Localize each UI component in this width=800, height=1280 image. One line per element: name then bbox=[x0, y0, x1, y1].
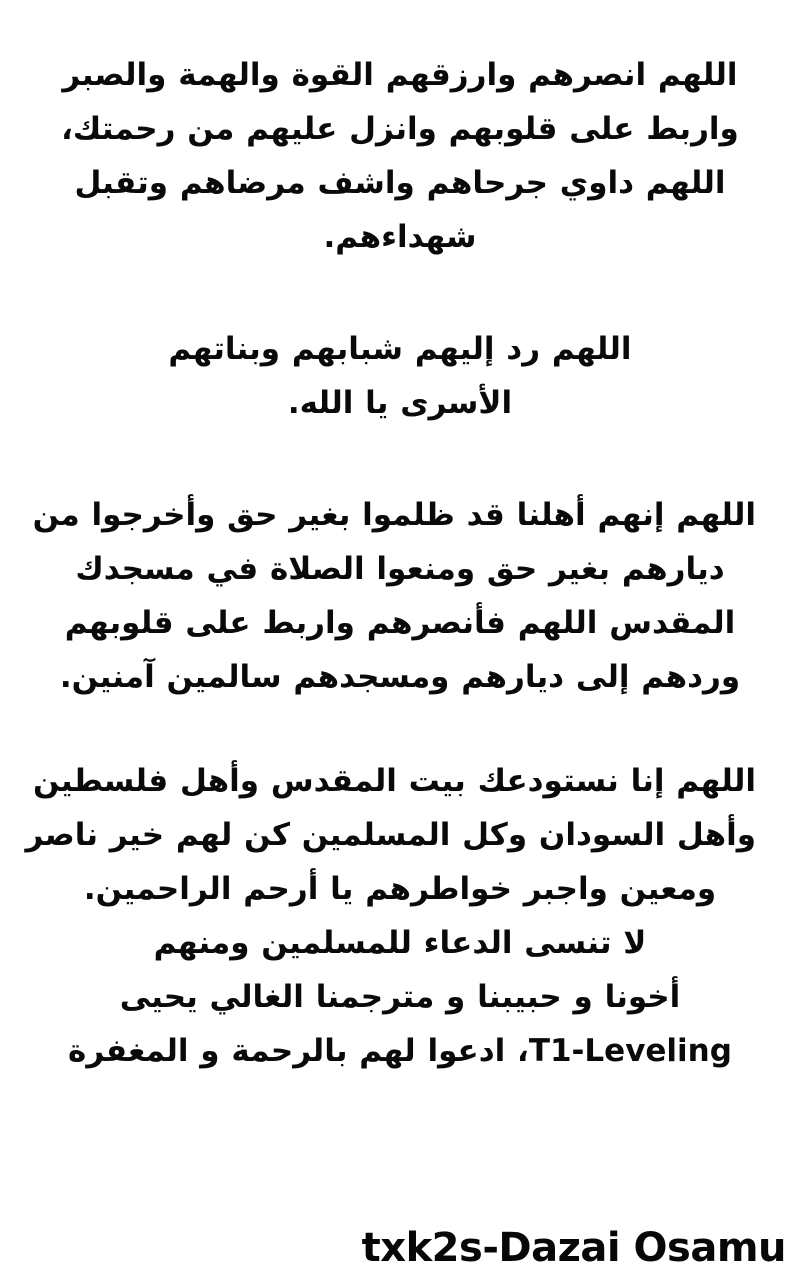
dua-line: اللهم إنهم أهلنا قد ظلموا بغير حق وأخرجوا من bbox=[32, 497, 756, 533]
dua-line: اللهم انصرهم وارزقهم القوة والهمة والصبر bbox=[62, 57, 738, 93]
dua-line: اللهم إنا نستودعك بيت المقدس وأهل فلسطين bbox=[32, 763, 756, 799]
dua-line: وأهل السودان وكل المسلمين كن لهم خير ناصر bbox=[25, 817, 756, 853]
closing-line-suffix: ، ادعوا لهم بالرحمة و المغفرة bbox=[68, 1033, 529, 1069]
dua-paragraph-1 bbox=[44, 48, 756, 264]
dua-line: اللهم رد إليهم شبابهم وبناتهم bbox=[168, 331, 632, 367]
paragraph-gap bbox=[44, 264, 756, 322]
closing-line bbox=[44, 1024, 756, 1078]
closing-line-text bbox=[44, 1024, 756, 1078]
dua-paragraph-2 bbox=[44, 322, 756, 430]
dua-text-block bbox=[0, 48, 800, 1078]
dua-line: المقدس اللهم فأنصرهم واربط على قلوبهم bbox=[64, 605, 736, 641]
dua-paragraph-5 bbox=[44, 916, 756, 1024]
dua-paragraph-3 bbox=[32, 488, 756, 704]
paragraph-gap bbox=[44, 704, 756, 754]
paragraph-gap bbox=[44, 430, 756, 488]
dua-line: الأسرى يا الله. bbox=[287, 385, 513, 421]
dua-line: لا تنسى الدعاء للمسلمين ومنهم bbox=[153, 925, 647, 961]
dua-line: ديارهم بغير حق ومنعوا الصلاة في مسجدك bbox=[75, 551, 725, 587]
dua-line: شهداءهم. bbox=[323, 219, 477, 255]
dua-line: وردهم إلى ديارهم ومسجدهم سالمين آمنين. bbox=[59, 659, 741, 695]
translator-handle: T1-Leveling bbox=[528, 1033, 732, 1069]
signature-area bbox=[0, 1224, 800, 1272]
dua-line: اللهم داوي جرحاهم واشف مرضاهم وتقبل bbox=[74, 165, 726, 201]
dua-paragraph-4 bbox=[25, 754, 756, 916]
dua-line: واربط على قلوبهم وانزل عليهم من رحمتك، bbox=[61, 111, 739, 147]
signature-credit: txk2s-Dazai Osamu bbox=[361, 1225, 786, 1271]
dua-line: أخونا و حبيبنا و مترجمنا الغالي يحيى bbox=[119, 979, 681, 1015]
dua-line: ومعين واجبر خواطرهم يا أرحم الراحمين. bbox=[83, 871, 717, 907]
